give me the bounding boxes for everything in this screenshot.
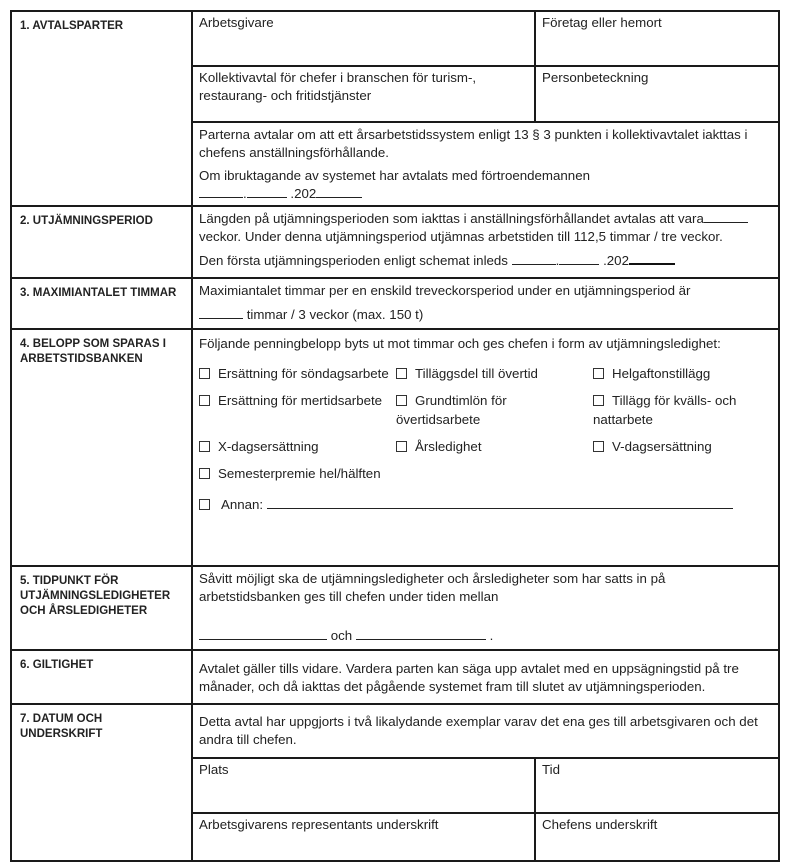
- place-field[interactable]: [193, 759, 536, 812]
- checkbox[interactable]: [593, 441, 604, 452]
- person-id-label: Personbeteckning: [542, 70, 649, 85]
- option-base-hourly-overtime[interactable]: [396, 391, 593, 429]
- section-leave-timing: [12, 565, 778, 649]
- option-label: Grundtimlön för övertidsarbete: [396, 392, 507, 427]
- company-label: Företag eller hemort: [542, 15, 662, 30]
- day-blank[interactable]: [512, 252, 556, 265]
- month-blank[interactable]: [247, 185, 287, 198]
- checkbox[interactable]: [396, 395, 407, 406]
- option-label: Årsledighet: [415, 438, 482, 454]
- checkbox[interactable]: [396, 368, 407, 379]
- date-separator: .: [555, 253, 560, 268]
- year-blank[interactable]: [629, 251, 675, 265]
- leave-timing-text: Såvitt möjligt ska de utjämningsledigheter och årsledigheter som har satts in på arbetstidsbanken ges till chefen under tiden mellan: [199, 571, 666, 604]
- option-label: X-dagsersättning: [218, 438, 319, 454]
- employer-signature-field[interactable]: [193, 814, 536, 860]
- section-label: 5. TIDPUNKT FÖR UTJÄMNINGSLEDIGHETER OCH ÅRSLEDIGHETER: [12, 567, 193, 649]
- option-label: Ersättning för söndagsarbete: [218, 365, 389, 381]
- section-date-signature: [12, 703, 778, 860]
- first-period-text: Den första utjämningsperioden enligt schemat inleds: [199, 253, 508, 268]
- checkbox[interactable]: [199, 499, 210, 510]
- saved-amounts-intro: Följande penningbelopp byts ut mot timmar och ges chefen i form av utjämningsledighet:: [199, 336, 721, 351]
- company-field[interactable]: [536, 12, 778, 65]
- copies-text: Detta avtal har uppgjorts i två likalydande exemplar varav det ena ges till arbetsgivaren och det andra till chefen.: [199, 714, 758, 747]
- section-label: 7. DATUM OCH UNDERSKRIFT: [12, 705, 193, 860]
- period-length-text-cont: veckor. Under denna utjämningsperiod utjämnas arbetstiden till 112,5 timmar / tre veckor.: [199, 228, 723, 244]
- hours-unit-text: timmar / 3 veckor (max. 150 t): [246, 306, 424, 322]
- person-id-field[interactable]: [536, 67, 778, 121]
- option-sunday-work[interactable]: [199, 364, 396, 383]
- year-blank[interactable]: [316, 185, 362, 198]
- option-holiday-eve-supplement[interactable]: [593, 364, 778, 383]
- option-overtime-supplement[interactable]: [396, 364, 593, 383]
- option-label: Annan:: [220, 496, 264, 512]
- end-date-blank[interactable]: [356, 627, 486, 640]
- trustee-agreement-text: Om ibruktagande av systemet har avtalats med förtroendemannen: [199, 168, 590, 183]
- year-prefix: .202: [290, 185, 317, 201]
- start-date-blank[interactable]: [199, 627, 327, 640]
- section-equalization-period: [12, 205, 778, 277]
- manager-signature-field[interactable]: [536, 814, 778, 860]
- option-label: Tillägg för kvälls- och nattarbete: [593, 392, 737, 427]
- section-label: 6. GILTIGHET: [12, 651, 193, 703]
- checkbox[interactable]: [199, 395, 210, 406]
- section-label: 4. BELOPP SOM SPARAS I ARBETSTIDSBANKEN: [12, 330, 193, 565]
- option-label: V-dagsersättning: [612, 438, 712, 454]
- section-saved-amounts: [12, 328, 778, 565]
- section-max-hours: [12, 277, 778, 328]
- option-annual-leave[interactable]: [396, 437, 593, 456]
- checkbox[interactable]: [593, 395, 604, 406]
- validity-text: Avtalet gäller tills vidare. Vardera parten kan säga upp avtalet med en uppsägningstid på tre månader, och då iakttas det pågående systemet fram till slutet av utjämningsperioden.: [199, 661, 739, 694]
- option-other[interactable]: [199, 495, 778, 514]
- max-hours-text: Maximiantalet timmar per en enskild treveckorsperiod under en utjämningsperiod är: [199, 283, 691, 298]
- hours-blank[interactable]: [199, 306, 243, 319]
- other-blank[interactable]: [267, 496, 733, 509]
- section-label: 3. MAXIMIANTALET TIMMAR: [12, 279, 193, 328]
- date-separator: .: [243, 185, 247, 201]
- option-label: Semesterpremie hel/hälften: [218, 465, 381, 481]
- time-field[interactable]: [536, 759, 778, 812]
- section-parties: [12, 12, 778, 205]
- checkbox[interactable]: [593, 368, 604, 379]
- option-v-day[interactable]: [593, 437, 778, 456]
- option-holiday-bonus[interactable]: [199, 464, 778, 483]
- period-length-text: Längden på utjämningsperioden som iakttas i anställningsförhållandet avtalas att vara: [199, 211, 704, 226]
- option-label: Ersättning för mertidsarbete: [218, 392, 383, 408]
- checkbox[interactable]: [396, 441, 407, 452]
- checkbox[interactable]: [199, 368, 210, 379]
- section-label: 1. AVTALSPARTER: [12, 12, 193, 205]
- agreement-text: Kollektivavtal för chefer i branschen för turism-, restaurang- och fritidstjänster: [193, 67, 536, 121]
- option-additional-work[interactable]: [199, 391, 396, 429]
- period-mark: .: [489, 628, 494, 643]
- option-evening-night-supplement[interactable]: [593, 391, 778, 429]
- month-blank[interactable]: [559, 252, 599, 265]
- place-label: Plats: [199, 762, 229, 777]
- employer-signature-label: Arbetsgivarens representants underskrift: [199, 817, 439, 832]
- section-validity: [12, 649, 778, 703]
- section-label: 2. UTJÄMNINGSPERIOD: [12, 207, 193, 277]
- checkbox[interactable]: [199, 468, 210, 479]
- agreement-form-table: [10, 10, 780, 862]
- time-label: Tid: [542, 762, 560, 777]
- option-label: Tilläggsdel till övertid: [415, 365, 538, 381]
- checkbox[interactable]: [199, 441, 210, 452]
- and-text: och: [330, 628, 353, 643]
- manager-signature-label: Chefens underskrift: [542, 817, 658, 832]
- employer-label: Arbetsgivare: [199, 15, 274, 30]
- day-blank[interactable]: [199, 185, 243, 198]
- system-agreement-text: Parterna avtalar om att ett årsarbetstidssystem enligt 13 § 3 punkten i kollektivavtalet iakttas i chefens anställningsförhållande.: [199, 127, 748, 160]
- weeks-blank[interactable]: [704, 210, 748, 223]
- employer-field[interactable]: [193, 12, 536, 65]
- option-label: Helgaftonstillägg: [612, 365, 711, 381]
- year-prefix: .202: [603, 253, 629, 268]
- option-x-day[interactable]: [199, 437, 396, 456]
